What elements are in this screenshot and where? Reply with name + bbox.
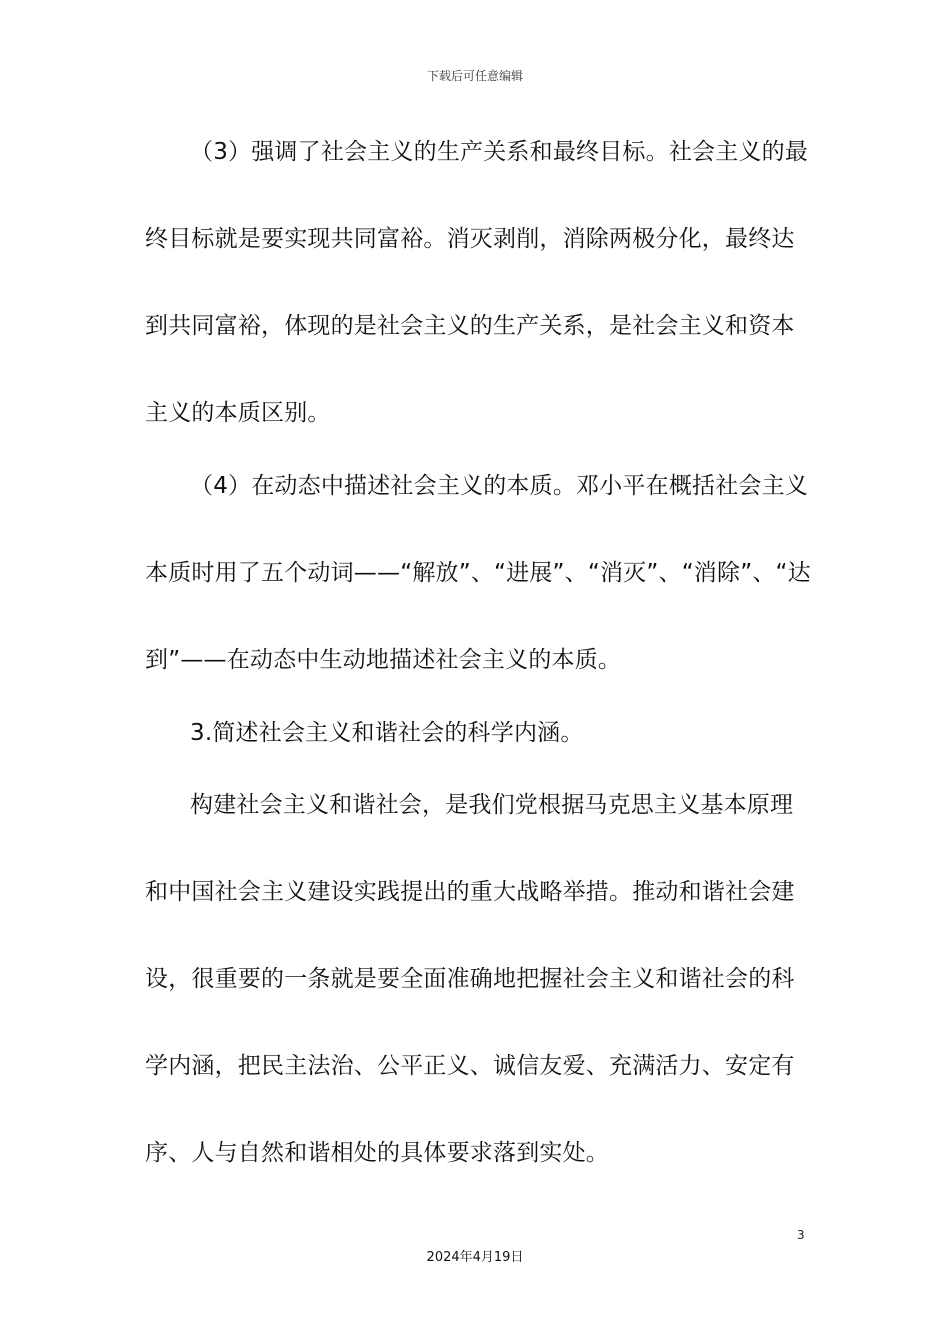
paragraph-line: 本质时用了五个动词——“解放”、“进展”、“消灭”、“消除”、“达 bbox=[145, 560, 811, 586]
paragraph-line: 设，很重要的一条就是要全面准确地把握社会主义和谐社会的科 bbox=[145, 966, 795, 992]
paragraph-line: 和中国社会主义建设实践提出的重大战略举措。推动和谐社会建 bbox=[145, 879, 795, 905]
paragraph-line: 到”——在动态中生动地描述社会主义的本质。 bbox=[145, 647, 622, 673]
paragraph-line: 终目标就是要实现共同富裕。消灭剥削，消除两极分化，最终达 bbox=[145, 226, 795, 252]
question-heading: 3.简述社会主义和谐社会的科学内涵。 bbox=[190, 720, 584, 746]
footer-date: 2024年4月19日 bbox=[426, 1250, 524, 1265]
paragraph-line: （3）强调了社会主义的生产关系和最终目标。社会主义的最 bbox=[190, 139, 809, 165]
paragraph-line: （4）在动态中描述社会主义的本质。邓小平在概括社会主义 bbox=[190, 473, 809, 499]
page-number: 3 bbox=[797, 1228, 805, 1242]
paragraph-line: 学内涵，把民主法治、公平正义、诚信友爱、充满活力、安定有 bbox=[145, 1053, 795, 1079]
header-note: 下载后可任意编辑 bbox=[426, 69, 523, 83]
paragraph-line: 构建社会主义和谐社会，是我们党根据马克思主义基本原理 bbox=[190, 792, 794, 818]
paragraph-line: 序、人与自然和谐相处的具体要求落到实处。 bbox=[145, 1140, 609, 1166]
paragraph-line: 到共同富裕，体现的是社会主义的生产关系，是社会主义和资本 bbox=[145, 313, 795, 339]
paragraph-line: 主义的本质区别。 bbox=[145, 400, 331, 426]
